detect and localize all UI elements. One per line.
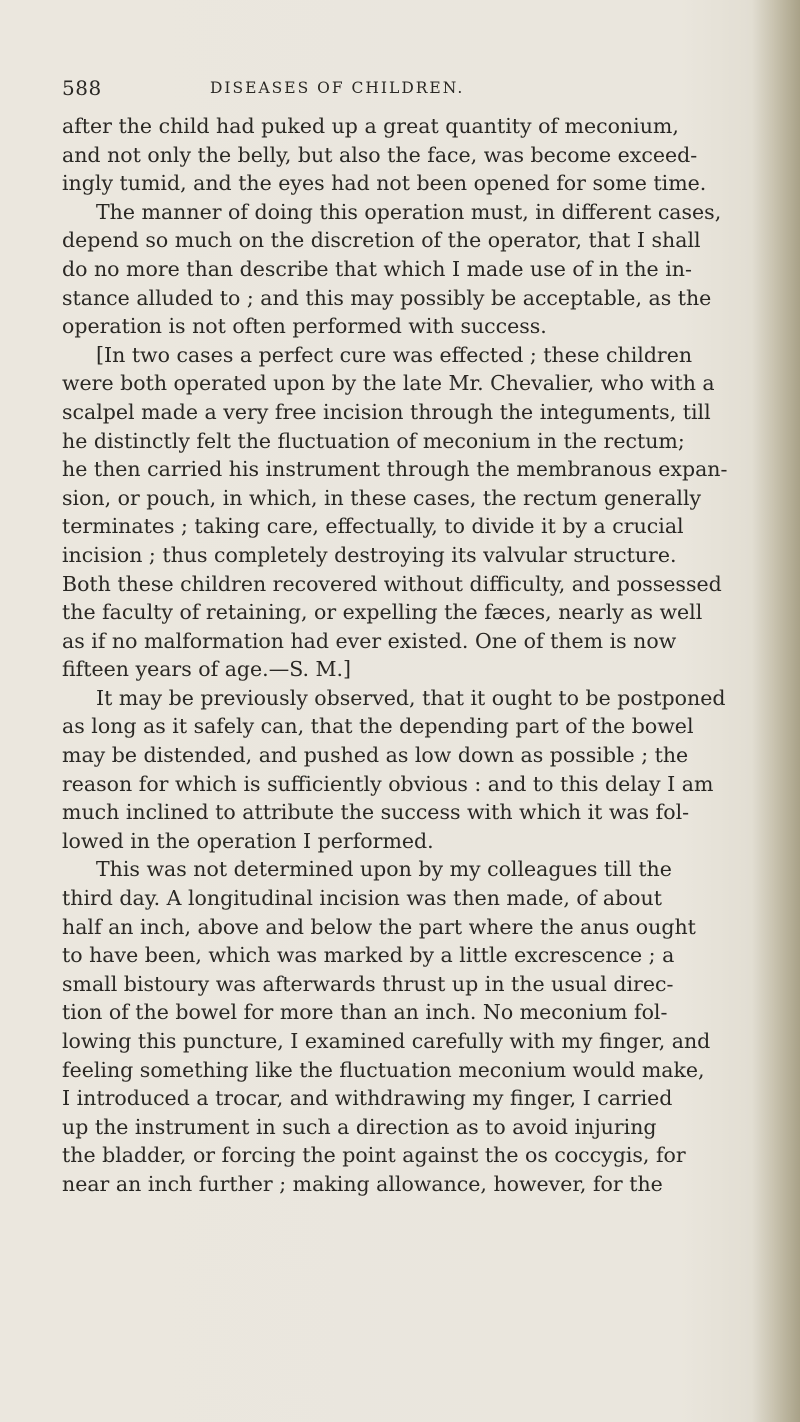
text-line: scalpel made a very free incision through the integuments, till: [62, 399, 711, 424]
page-header: [62, 76, 712, 106]
text-line: near an inch further ; making allowance, however, for the: [62, 1171, 663, 1196]
text-line: reason for which is sufficiently obvious : and to this delay I am: [62, 771, 714, 796]
page-number: 588: [62, 76, 102, 100]
paragraph-2: [62, 198, 762, 341]
text-line: small bistoury was afterwards thrust up in the usual direc-: [62, 971, 674, 996]
text-line: stance alluded to ; and this may possibly be acceptable, as the: [62, 285, 712, 310]
text-line: I introduced a trocar, and withdrawing my finger, I carried: [62, 1086, 673, 1111]
text-line: up the instrument in such a direction as to avoid injuring: [62, 1114, 657, 1139]
text-line: The manner of doing this operation must, in different cases,: [96, 199, 722, 224]
text-line: Both these children recovered without difficulty, and possessed: [62, 571, 722, 596]
paragraph-1: [62, 112, 762, 198]
running-title: DISEASES OF CHILDREN.: [210, 79, 465, 97]
text-line: as if no malformation had ever existed. One of them is now: [62, 628, 677, 653]
text-line: incision ; thus completely destroying its valvular structure.: [62, 542, 677, 567]
text-line: operation is not often performed with success.: [62, 314, 547, 339]
text-line: and not only the belly, but also the face, was become exceed-: [62, 142, 698, 167]
text-line: may be distended, and pushed as low down as possible ; the: [62, 743, 689, 768]
text-line: half an inch, above and below the part where the anus ought: [62, 914, 696, 939]
text-line: he then carried his instrument through the membranous expan-: [62, 457, 728, 482]
text-line: It may be previously observed, that it ought to be postponed: [96, 685, 726, 710]
text-line: the bladder, or forcing the point against the os coccygis, for: [62, 1143, 686, 1168]
text-line: feeling something like the fluctuation meconium would make,: [62, 1057, 705, 1082]
paragraph-4: [62, 684, 762, 856]
text-line: ingly tumid, and the eyes had not been opened for some time.: [62, 171, 707, 196]
text-line: tion of the bowel for more than an inch. No meconium fol-: [62, 1000, 668, 1025]
text-line: depend so much on the discretion of the operator, that I shall: [62, 228, 701, 253]
text-line: lowing this puncture, I examined carefully with my finger, and: [62, 1029, 711, 1053]
text-line: were both operated upon by the late Mr. Chevalier, who with a: [62, 371, 715, 396]
text-line: [In two cases a perfect cure was effected ; these children: [96, 342, 693, 367]
text-line: after the child had puked up a great quantity of meconium,: [62, 114, 679, 138]
text-line: lowed in the operation I performed.: [62, 828, 434, 853]
text-line: sion, or pouch, in which, in these cases, the rectum generally: [62, 485, 702, 510]
text-line: This was not determined upon by my colleagues till the: [96, 857, 672, 882]
text-line: do no more than describe that which I made use of in the in-: [62, 256, 692, 281]
text-line: much inclined to attribute the success with which it was fol-: [62, 800, 690, 825]
text-line: fifteen years of age.—S. M.]: [62, 657, 352, 682]
text-line: terminates ; taking care, effectually, to divide it by a crucial: [62, 514, 684, 539]
paragraph-5: [62, 855, 762, 1198]
text-line: the faculty of retaining, or expelling the fæces, nearly as well: [62, 600, 703, 625]
text-line: to have been, which was marked by a little excrescence ; a: [62, 943, 675, 968]
text-line: he distinctly felt the fluctuation of meconium in the rectum;: [62, 428, 685, 453]
text-line: third day. A longitudinal incision was then made, of about: [62, 886, 662, 911]
body-text: [62, 112, 762, 1199]
paragraph-3-editor-note: [62, 341, 762, 684]
text-line: as long as it safely can, that the depending part of the bowel: [62, 714, 694, 739]
